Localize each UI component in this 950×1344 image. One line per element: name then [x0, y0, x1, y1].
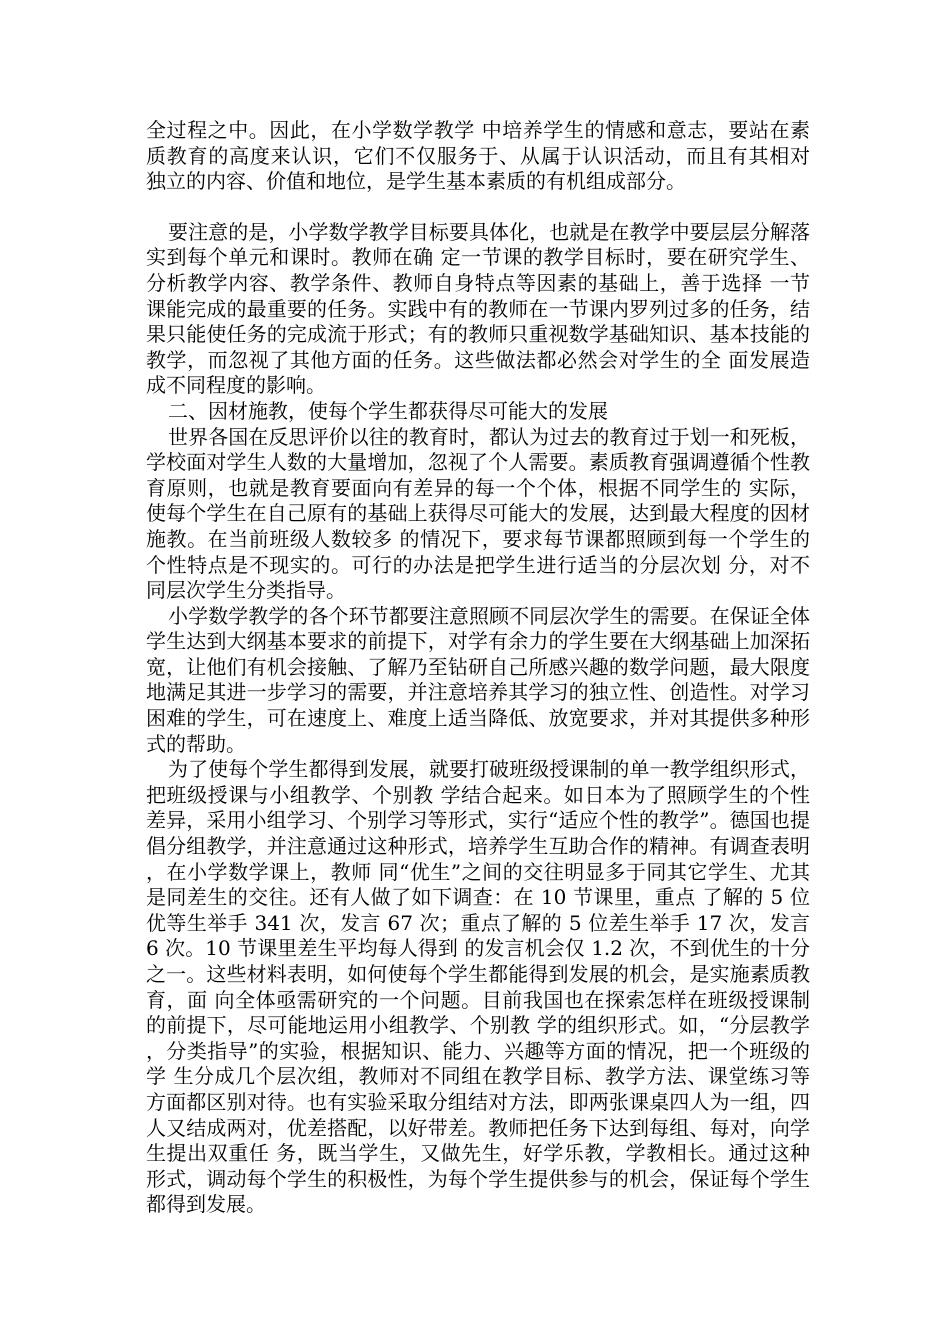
- section-heading: 二、因材施教，使每个学生都获得尽可能大的发展: [168, 398, 608, 423]
- paragraph-4: 小学数学教学的各个环节都要注意照顾不同层次学生的需要。在保证全体学生达到大纲基本要求的前提下，对学有余力的学生要在大纲基础上加深拓宽，让他们有机会接触、了解乃至钻研自己所感兴趣的数学问题，最大限度地满足其进一步学习的需要，并注意培养其学习的独立性、创造性。对学习困难的学生，可在速度上、难度上适当降低、放宽要求，并对其提供多种形式的帮助。: [146, 603, 810, 756]
- paragraph-2: 要注意的是，小学数学教学目标要具体化，也就是在教学中要层层分解落实到每个单元和课时。教师在确 定一节课的教学目标时，要在研究学生、分析教学内容、教学条件、教师自身特点等因素的基础上，善于选择 一节课能完成的最重要的任务。实践中有的教师在一节课内罗列过多的任务，结果只能使任务的完成流于形式；有的教师只重视数学基础知识、基本技能的教学，而忽视了其他方面的任务。这些做法都必然会对学生的全 面发展造成不同程度的影响。: [146, 219, 810, 398]
- paragraph-5: 为了使每个学生都得到发展，就要打破班级授课制的单一教学组织形式，把班级授课与小组教学、个别教 学结合起来。如日本为了照顾学生的个性差异，采用小组学习、个别学习等形式，实行“适应个性的教学”。德国也提倡分组教学，并注意通过这种形式，培养学生互助合作的精神。有调查表明，在小学数学课上，教师 同“优生”之间的交往明显多于同其它学生、尤其是同差生的交往。还有人做了如下调查：在 10 节课里，重点 了解的 5 位优等生举手 341 次，发言 67 次；重点了解的 5 位差生举手 17 次，发言 6 次。10 节课里差生平均每人得到 的发言机会仅 1.2 次，不到优生的十分之一。这些材料表明，如何使每个学生都能得到发展的机会，是实施素质教育，面 向全体亟需研究的一个问题。目前我国也在探索怎样在班级授课制的前提下，尽可能地运用小组教学、个别教 学的组织形式。如，“分层教学，分类指导”的实验，根据知识、能力、兴趣等方面的情况，把一个班级的学 生分成几个层次组，教师对不同组在教学目标、教学方法、课堂练习等方面都区别对待。也有实验采取分组结对方法，即两张课桌四人为一组，四人又结成两对，优差搭配，以好带差。教师把任务下达到每组、每对，向学生提出双重任 务，既当学生，又做先生，好学乐教，学教相长。通过这种形式，调动每个学生的积极性，为每个学生提供参与的机会，保证每个学生都得到发展。: [146, 757, 810, 1217]
- paragraph-1: 全过程之中。因此，在小学数学教学 中培养学生的情感和意志，要站在素质教育的高度来认识，它们不仅服务于、从属于认识活动，而且有其相对 独立的内容、价值和地位，是学生基本素质的有机组成部分。: [146, 118, 810, 194]
- document-body: [146, 118, 810, 1218]
- paragraph-3: 世界各国在反思评价以往的教育时，都认为过去的教育过于划一和死板，学校面对学生人数的大量增加，忽视了个人需要。素质教育强调遵循个性教育原则，也就是教育要面向有差异的每一个个体，根据不同学生的 实际，使每个学生在自己原有的基础上获得尽可能大的发展，达到最大程度的因材施教。在当前班级人数较多 的情况下，要求每节课都照顾到每一个学生的个性特点是不现实的。可行的办法是把学生进行适当的分层次划 分，对不同层次学生分类指导。: [146, 424, 810, 603]
